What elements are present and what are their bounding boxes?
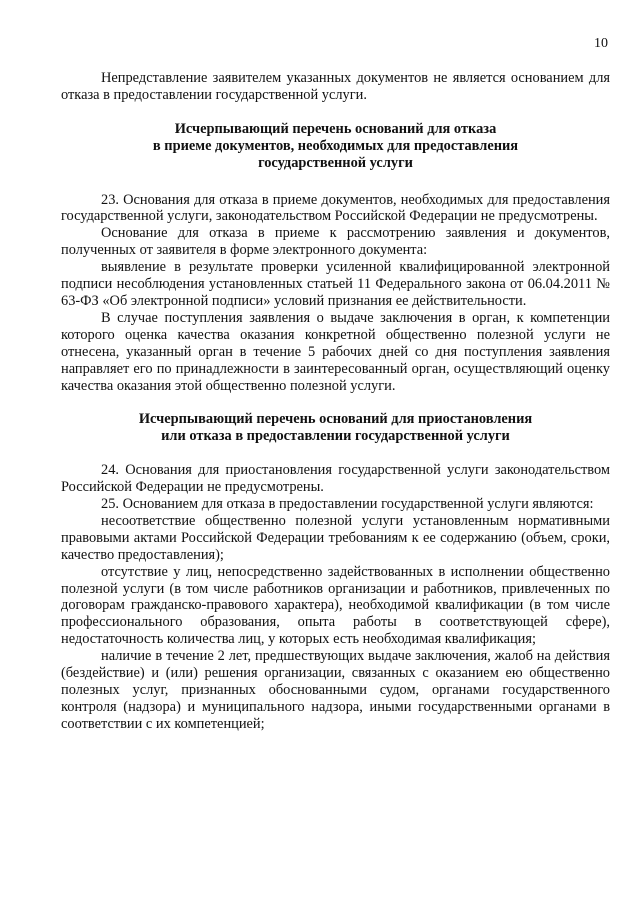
heading-line: Исчерпывающий перечень оснований для приостановления: [138, 411, 533, 428]
section-heading-refusal-acceptance: [61, 121, 610, 172]
paragraph-25: 25. Основанием для отказа в предоставлении государственной услуги являются:: [101, 496, 594, 513]
paragraph: выявление в результате проверки усиленной квалифицированной электронной подписи несоблюдения установленных статьей 11 Федерального закона от 06.04.2011 № 63-ФЗ «Об электронной подписи» условий признания ее действительности.: [61, 259, 610, 309]
paragraph-23: 23. Основания для отказа в приеме документов, необходимых для предоставления государственной услуги, законодательством Российской Федерации не предусмотрены.: [61, 191, 610, 225]
heading-line: Исчерпывающий перечень оснований для отказа: [174, 120, 497, 137]
heading-line: государственной услуги: [258, 154, 413, 171]
paragraph: Непредставление заявителем указанных документов не является основанием для отказа в предоставлении государственной услуги.: [61, 70, 610, 103]
list-item: наличие в течение 2 лет, предшествующих выдаче заключения, жалоб на действия (бездействие) и (или) решения организации, связанных с оказанием ею общественно полезных услуг, признанных обоснованными судом, органами государственного контроля (надзора) и муниципального надзора, иными государственными органами в соответствии с их компетенцией;: [61, 648, 610, 732]
section-heading-suspension-refusal: [61, 411, 610, 445]
page-number: 10: [594, 36, 608, 51]
heading-line: в приеме документов, необходимых для предоставления: [152, 137, 519, 154]
paragraph: В случае поступления заявления о выдаче заключения в орган, к компетенции которого оценка качества оказания конкретной общественно полезной услуги не отнесена, указанный орган в течение 5 рабочих дней со дня поступления заявления направляет его по принадлежности в заинтересованный орган, осуществляющий оценку качества оказания этой общественно полезной услуги.: [61, 309, 610, 394]
heading-line: или отказа в предоставлении государственной услуги: [161, 428, 510, 445]
document-body: [61, 70, 610, 733]
list-item: отсутствие у лиц, непосредственно задействованных в исполнении общественно полезной услуги (в том числе работников организации и работников, привлеченных по договорам гражданско-правового характера), необходимой квалификации (в том числе профессионального образования, опыта работы в соответствующей сфере), недостаточность количества лиц, у которых есть необходимая квалификация;: [61, 563, 610, 648]
list-item: несоответствие общественно полезной услуги установленным нормативными правовыми актами Российской Федерации требованиям к ее содержанию (объем, сроки, качество предоставления);: [61, 512, 610, 563]
paragraph-24: 24. Основания для приостановления государственной услуги законодательством Российской Федерации не предусмотрены.: [61, 462, 610, 496]
paragraph: Основание для отказа в приеме к рассмотрению заявления и документов, полученных от заявителя в форме электронного документа:: [61, 225, 610, 259]
